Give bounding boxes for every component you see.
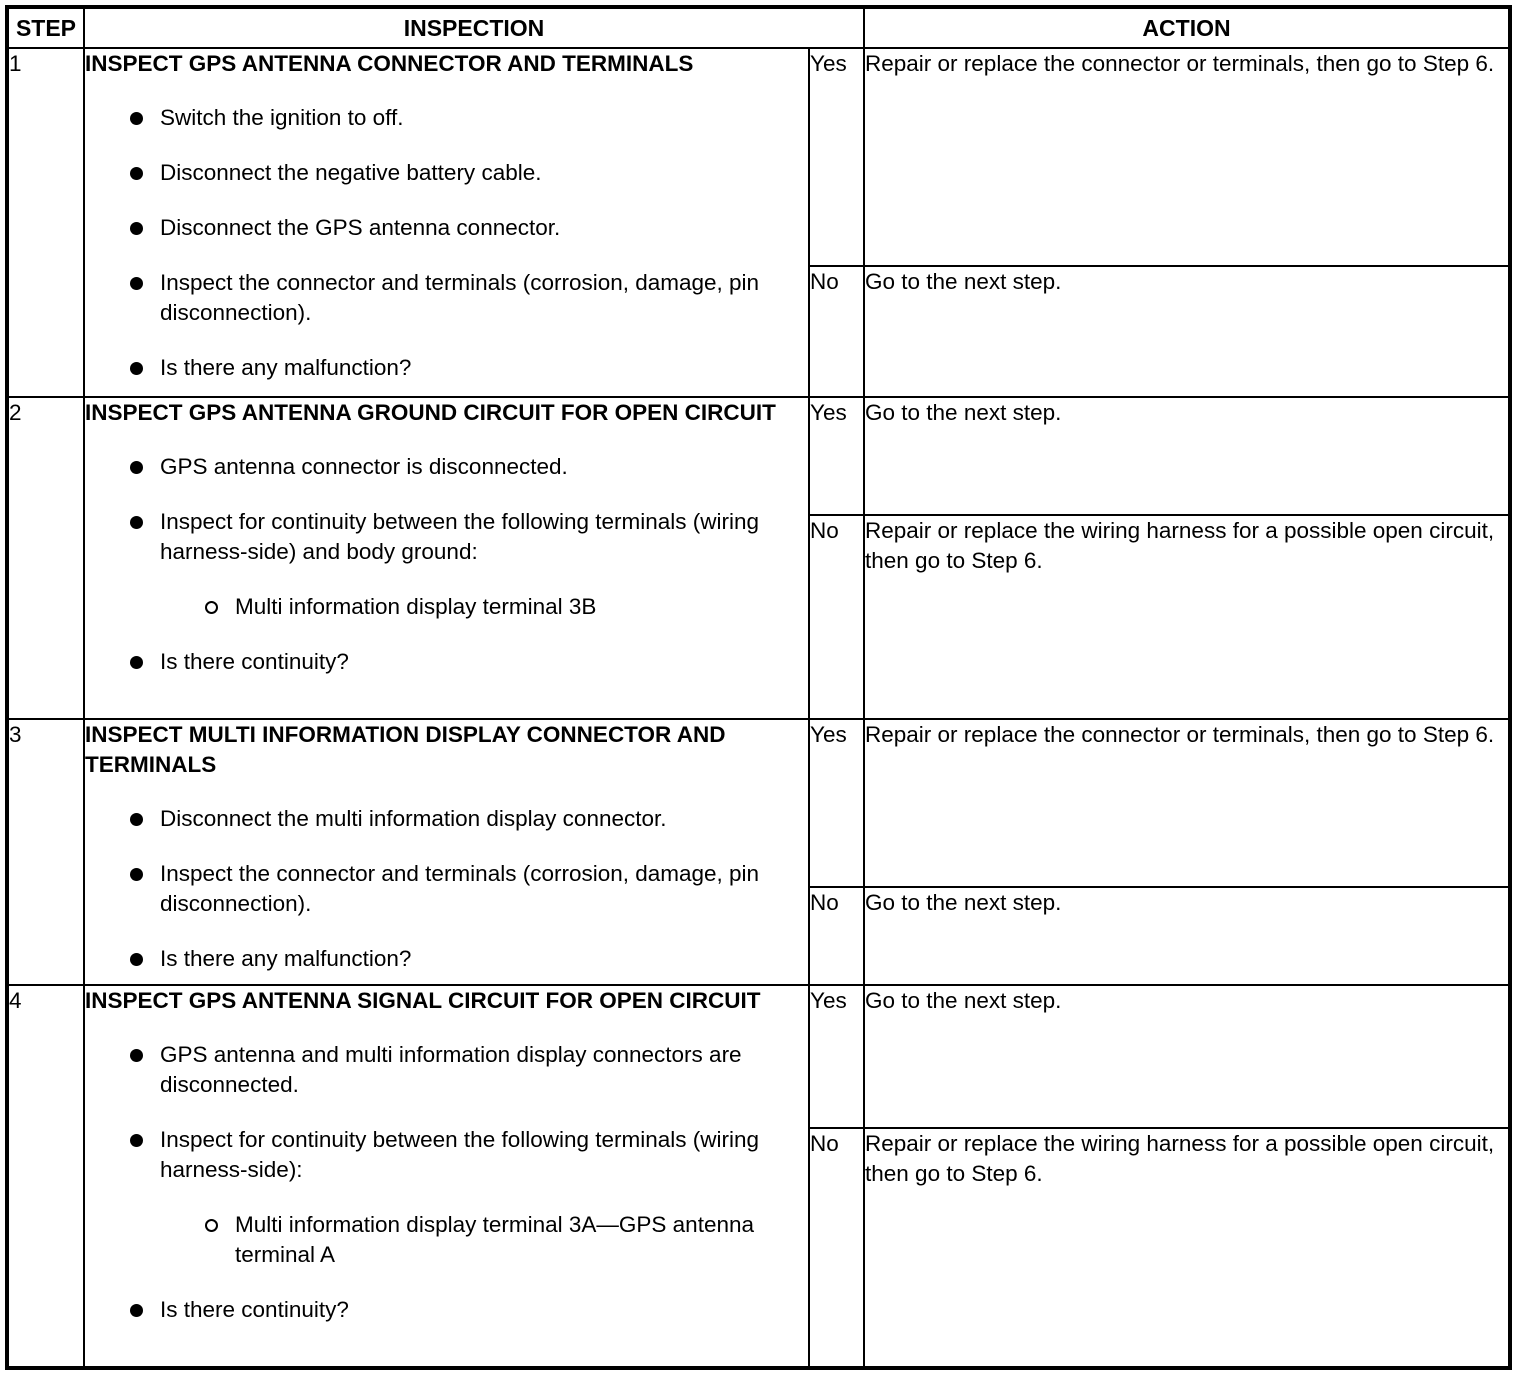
no-action: Repair or replace the wiring harness for a possible open circuit, then go to Step 6. <box>864 1128 1510 1368</box>
inspection-item: Inspect for continuity between the following terminals (wiring harness-side): Multi information display terminal 3A—GPS antenna terminal A <box>85 1125 808 1270</box>
yes-action: Repair or replace the connector or terminals, then go to Step 6. <box>864 48 1510 266</box>
inspection-cell <box>84 985 809 1368</box>
yes-label: Yes <box>809 985 864 1127</box>
inspection-title: INSPECT MULTI INFORMATION DISPLAY CONNECTOR AND TERMINALS <box>85 721 726 777</box>
inspection-item: Is there any malfunction? <box>85 353 808 383</box>
yes-label: Yes <box>809 719 864 887</box>
step-number: 2 <box>7 397 84 719</box>
inspection-cell <box>84 719 809 985</box>
inspection-item: Inspect for continuity between the following terminals (wiring harness-side) and body ground: Multi information display terminal 3B <box>85 507 808 622</box>
inspection-sublist <box>160 1210 808 1270</box>
diagnostic-table <box>5 5 1512 1370</box>
yes-label: Yes <box>809 397 864 515</box>
header-step: STEP <box>7 7 84 48</box>
yes-label: Yes <box>809 48 864 266</box>
step-row-1-yes <box>7 48 1510 266</box>
no-action: Go to the next step. <box>864 266 1510 396</box>
inspection-list <box>85 1040 808 1325</box>
yes-action: Repair or replace the connector or terminals, then go to Step 6. <box>864 719 1510 887</box>
inspection-cell <box>84 48 809 397</box>
inspection-subitem: Multi information display terminal 3A—GPS antenna terminal A <box>160 1210 808 1270</box>
inspection-item: Disconnect the negative battery cable. <box>85 158 808 188</box>
inspection-title: INSPECT GPS ANTENNA SIGNAL CIRCUIT FOR OPEN CIRCUIT <box>85 988 761 1014</box>
no-label: No <box>809 515 864 719</box>
inspection-list <box>85 452 808 677</box>
inspection-item: Inspect the connector and terminals (corrosion, damage, pin disconnection). <box>85 268 808 328</box>
no-action: Repair or replace the wiring harness for a possible open circuit, then go to Step 6. <box>864 515 1510 719</box>
no-label: No <box>809 1128 864 1368</box>
inspection-list <box>85 804 808 974</box>
step-row-3-yes <box>7 719 1510 887</box>
yes-action: Go to the next step. <box>864 397 1510 515</box>
no-label: No <box>809 887 864 985</box>
inspection-item: Is there continuity? <box>85 647 808 677</box>
step-row-4-yes <box>7 985 1510 1127</box>
step-number: 3 <box>7 719 84 985</box>
inspection-sublist <box>160 592 808 622</box>
yes-action: Go to the next step. <box>864 985 1510 1127</box>
inspection-item: Inspect the connector and terminals (corrosion, damage, pin disconnection). <box>85 859 808 919</box>
inspection-item: GPS antenna connector is disconnected. <box>85 452 808 482</box>
inspection-item: Disconnect the multi information display connector. <box>85 804 808 834</box>
step-number: 1 <box>7 48 84 397</box>
inspection-item: Is there continuity? <box>85 1295 808 1325</box>
header-row <box>7 7 1510 48</box>
header-inspection: INSPECTION <box>84 7 864 48</box>
no-action: Go to the next step. <box>864 887 1510 985</box>
inspection-item: Is there any malfunction? <box>85 944 808 974</box>
inspection-cell <box>84 397 809 719</box>
no-label: No <box>809 266 864 396</box>
inspection-item: GPS antenna and multi information display connectors are disconnected. <box>85 1040 808 1100</box>
inspection-subitem: Multi information display terminal 3B <box>160 592 808 622</box>
inspection-title: INSPECT GPS ANTENNA GROUND CIRCUIT FOR OPEN CIRCUIT <box>85 399 776 425</box>
inspection-title: INSPECT GPS ANTENNA CONNECTOR AND TERMINALS <box>85 51 694 76</box>
step-number: 4 <box>7 985 84 1368</box>
step-row-2-yes <box>7 397 1510 515</box>
header-action: ACTION <box>864 7 1510 48</box>
inspection-item: Switch the ignition to off. <box>85 103 808 133</box>
inspection-list <box>85 103 808 383</box>
inspection-item: Disconnect the GPS antenna connector. <box>85 213 808 243</box>
